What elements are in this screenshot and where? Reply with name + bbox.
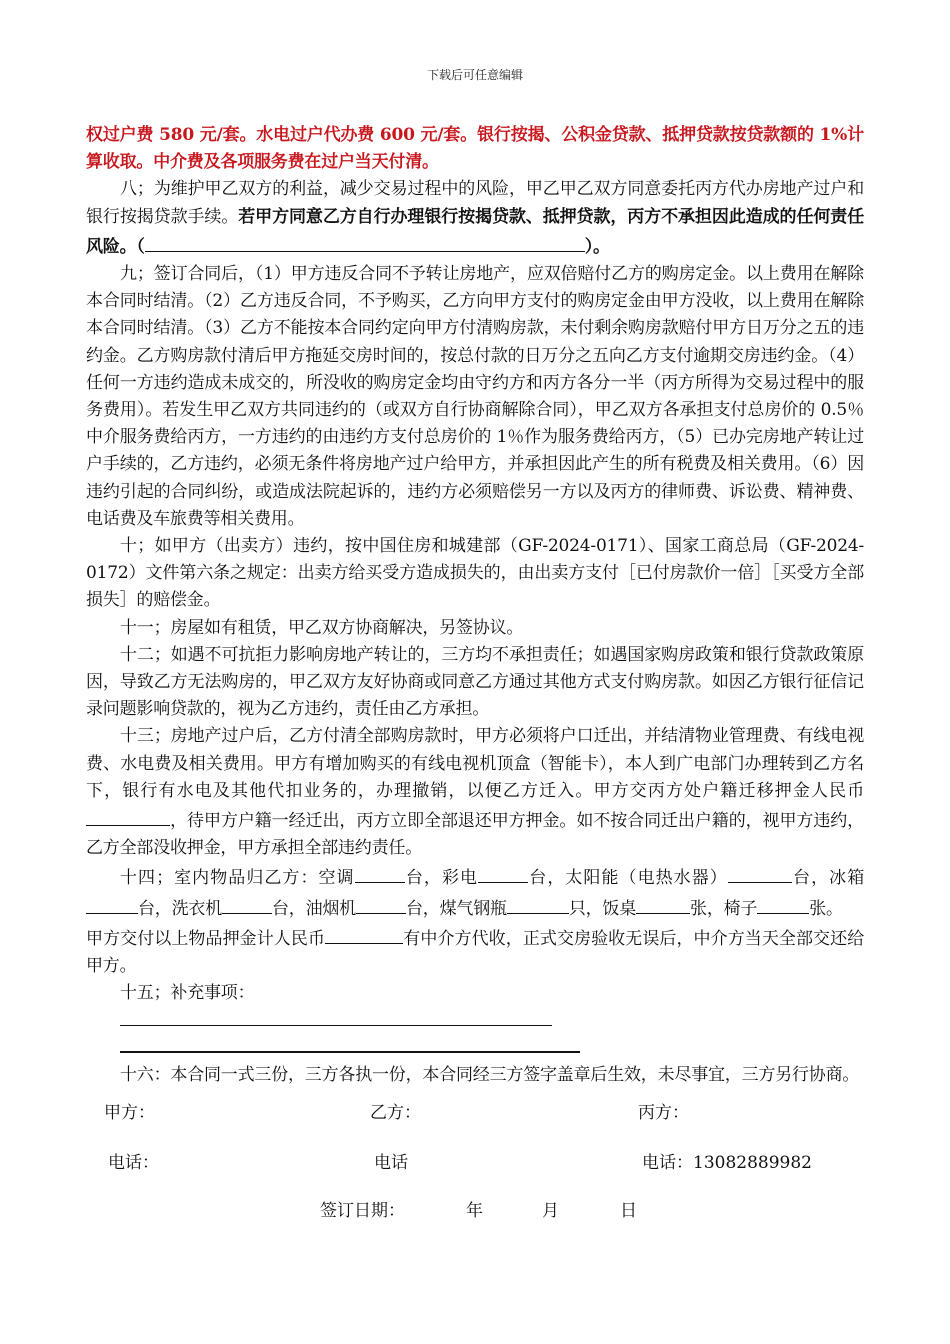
clause-13 xyxy=(86,723,864,862)
item-label: 台，冰箱 xyxy=(791,868,864,889)
item-deposit-text: 有中介方代收，正式交房验收无误后，中介方当天全部交还给甲方。 xyxy=(86,928,864,977)
washer-blank[interactable] xyxy=(222,893,272,914)
table-blank[interactable] xyxy=(636,893,690,914)
gas-cylinder-blank[interactable] xyxy=(507,893,569,914)
water-heater-blank[interactable] xyxy=(728,862,792,883)
item-label: 台，彩电 xyxy=(404,868,479,889)
item-label: 台，太阳能（电热水器） xyxy=(528,868,728,889)
sign-date-month: 月 xyxy=(542,1201,559,1221)
clause-15: 十五；补充事项： xyxy=(120,983,255,1004)
fridge-blank[interactable] xyxy=(86,893,138,914)
clause-13-text: ，待甲方户籍一经迁出，丙方立即全部退还甲方押金。如不按合同迁出户籍的，视甲方违约，乙方全部没收押金，甲方承担全部违约责任。 xyxy=(86,811,864,859)
clause-13-text: 十三；房地产过户后，乙方付清全部购房款时，甲方必须将户口迁出，并结清物业管理费、有线电视费、水电费及相关费用。甲方有增加购买的有线电视机顶盒（智能卡），本人到广电部门办理转到乙方名下，银行有水电及其他代扣业务的，办理撤销，以便乙方迁入。甲方交丙方处户籍迁移押金人民币 xyxy=(86,726,864,801)
sign-date-day: 日 xyxy=(620,1201,637,1221)
party-b-label: 乙方： xyxy=(370,1103,421,1123)
sign-date-label: 签订日期： xyxy=(320,1201,405,1221)
party-c-label: 丙方： xyxy=(638,1103,689,1123)
fee-amount: 580 xyxy=(159,125,194,145)
fee-text: 计算收取。中介费及各项服务费在过户当天付清。 xyxy=(86,125,864,173)
range-hood-blank[interactable] xyxy=(356,893,406,914)
clause-16: 十六：本合同一式三份，三方各执一份，本合同经三方签字盖章后生效，未尽事宜，三方另行协商。 xyxy=(120,1064,860,1085)
page-header: 下载后可任意编辑 xyxy=(426,68,523,82)
clause-9: 九；签订合同后，（1）甲方违反合同不予转让房地产，应双倍赔付乙方的购房定金。以上费用在解除本合同时结清。（2）乙方违反合同，不予购买，乙方向甲方支付的购房定金由甲方没收，以上费用在解除本合同时结清。（3）乙方不能按本合同约定向甲方付清购房款，未付剩余购房款赔付甲方日万分之五的违约金。乙方购房款付清后甲方拖延交房时间的，按总付款的日万分之五向乙方支付逾期交房违约金。（4）任何一方违约造成未成交的，所没收的购房定金均由守约方和丙方各分一半（丙方所得为交易过程中的服务费用）。若发生甲乙双方共同违约的（或双方自行协商解除合同），甲乙双方各承担支付总房价的 0.5％中介服务费给丙方，一方违约的由违约方支付总房价的 1％作为服务费给丙方，（5）已办完房地产转让过户手续的，乙方违约，必须无条件将房地产过户给甲方，并承担因此产生的所有税费及相关费用。（6）因违约引起的合同纠纷，或造成法院起诉的，违约方必须赔偿另一方以及丙方的律师费、诉讼费、精神费、电话费及车旅费等相关费用。 xyxy=(86,264,864,529)
item-deposit xyxy=(86,923,864,980)
clause-14 xyxy=(86,862,864,922)
item-label: 台，煤气钢瓶 xyxy=(406,898,507,919)
item-label: 十四；室内物品归乙方：空调 xyxy=(120,868,355,889)
fee-rate: 1% xyxy=(819,125,848,145)
party-c-phone: 电话：13082889982 xyxy=(642,1153,812,1173)
party-a-phone: 电话： xyxy=(108,1153,159,1173)
item-deposit-blank[interactable] xyxy=(325,923,403,944)
party-a-label: 甲方： xyxy=(104,1103,155,1123)
fee-text: 元/套。水电过户代办费 xyxy=(193,125,380,145)
fee-amount: 600 xyxy=(379,125,415,145)
clause-8-bold: 若甲方同意乙方自行办理银行按揭贷款、抵押贷款，丙方不承担因此造成的任何责任风险。（ xyxy=(86,206,864,257)
item-label: 台，油烟机 xyxy=(272,898,356,919)
clause-8-end: ）。 xyxy=(584,236,610,257)
clause-8 xyxy=(86,176,864,261)
item-label: 只，饭桌 xyxy=(568,898,637,919)
item-label: 台，洗衣机 xyxy=(138,898,222,919)
fee-text: 权过户费 xyxy=(86,125,160,145)
tv-blank[interactable] xyxy=(478,862,528,883)
clause-12: 十二；如遇不可抗拒力影响房地产转让的，三方均不承担责任；如遇国家购房政策和银行贷款政策原因，导致乙方无法购房的，甲乙双方友好协商或同意乙方通过其他方式支付购房款。如因乙方银行征信记录问题影响贷款的，视为乙方违约，责任由乙方承担。 xyxy=(86,644,864,720)
fee-text: 元/套。银行按揭、公积金贷款、抵押贷款按贷款额的 xyxy=(414,125,820,145)
item-deposit-text: 甲方交付以上物品押金计人民币 xyxy=(86,928,326,949)
clause-10: 十；如甲方（出卖方）违约，按中国住房和城建部（GF-2024-0171）、国家工商总局（GF-2024-0172）文件第六条之规定：出卖方给买受方造成损失的，由出卖方支付［已付房款价一倍］［买受方全部损失］的赔偿金。 xyxy=(86,536,864,611)
household-deposit-blank[interactable] xyxy=(86,805,170,826)
clause-8-text: 八；为维护甲乙双方的利益，减少交易过程中的风险，甲乙甲乙双方同意委托丙方代办房地产过户和银行按揭贷款手续。 xyxy=(86,179,864,227)
clause-11: 十一；房屋如有租赁，甲乙双方协商解决，另签协议。 xyxy=(120,617,524,638)
party-b-phone: 电话 xyxy=(374,1153,408,1173)
contract-body xyxy=(86,122,864,1089)
chair-blank[interactable] xyxy=(757,893,809,914)
item-label: 张。 xyxy=(809,898,843,919)
fee-paragraph xyxy=(86,122,864,176)
item-label: 张，椅子 xyxy=(690,898,758,919)
clause-8-blank[interactable] xyxy=(145,231,585,252)
aircon-blank[interactable] xyxy=(355,862,405,883)
sign-date-year: 年 xyxy=(466,1201,483,1221)
